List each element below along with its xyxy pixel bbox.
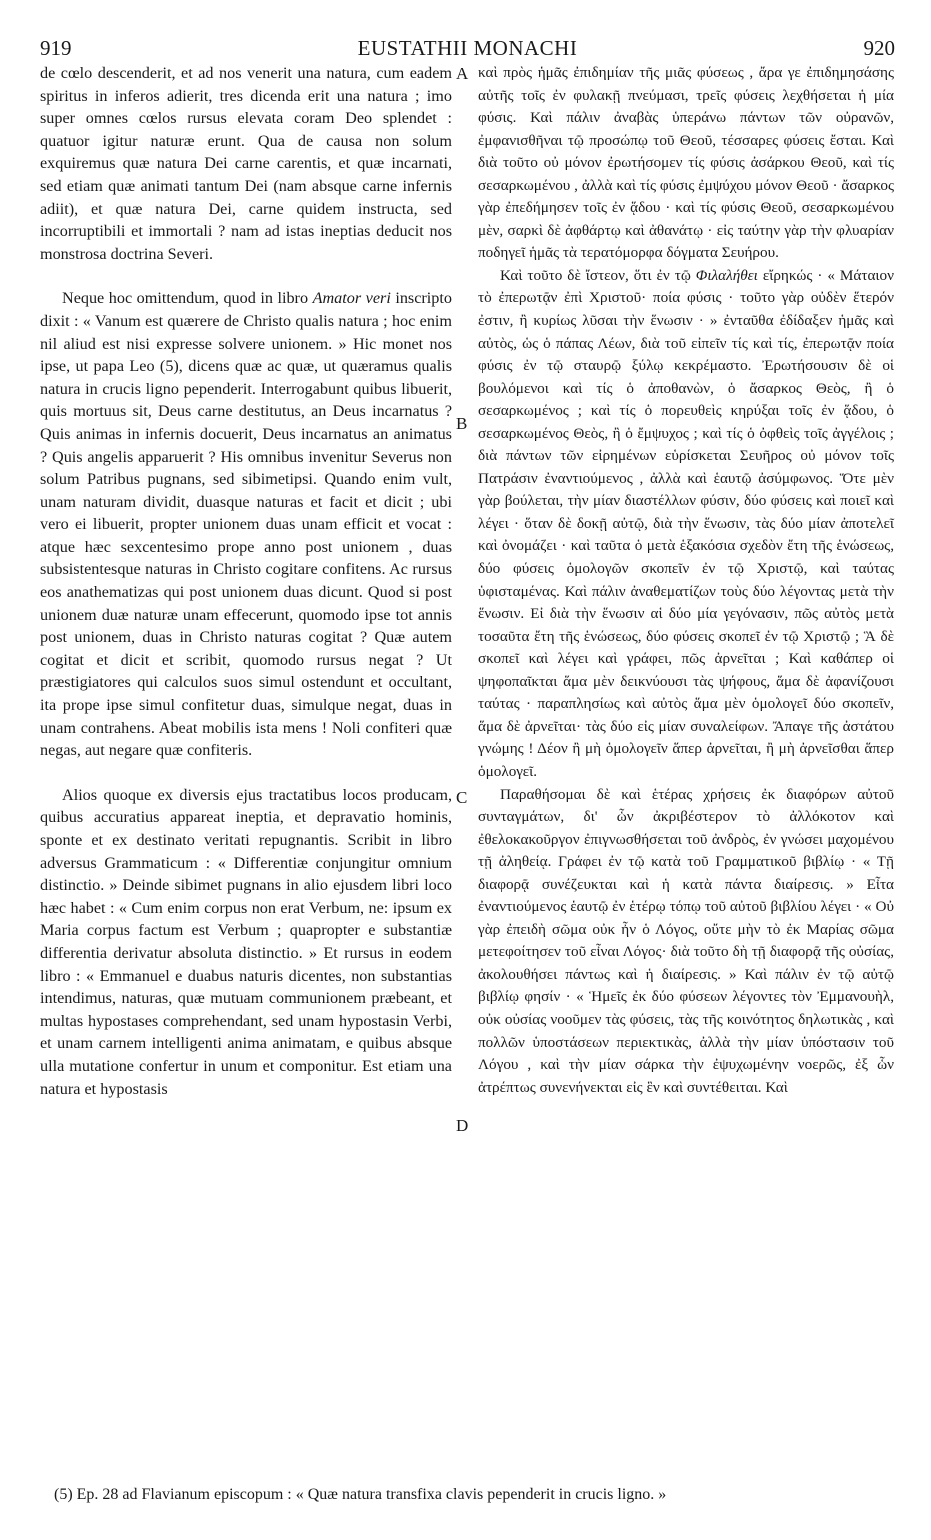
margin-marker-d: D — [456, 1116, 469, 1135]
latin-paragraph-3: Alios quoque ex diversis ejus tractatibus locos producam, quibus accuratius appareat ineptia, et depravatio hominis, sponte et ex destinato veritati repugnantis. Scribit in libro adversus Grammaticum : « Differentiæ conjungitur omnium distinctio. » Deinde sibimet pugnans in alio ejusdem libri loco hæc habet : « Cum enim corpus non erat Verbum, ne: ipsum ex Maria corpus factum est Verbum ; quapropter e substantiæ differentia derivatur absoluta distinctio. » Et rursus in eodem libro : « Emmanuel e duabus naturis dicentes, non substantias intendimus, naturas, quæ mutuam communionem præbeant, et multas hypostases comprehendant, sed unam hypostasin Verbi, et unam carnem intelligenti anima animatam, e quibus absque ulla mutatione confertur in unum et componitur. Est etiam una natura et hypostasis — [40, 785, 452, 1098]
greek-book-title: Φιλαλήθει — [695, 266, 758, 284]
margin-marker-b: B — [456, 414, 468, 433]
latin-book-title: Amator veri — [312, 289, 391, 308]
footnote: (5) Ep. 28 ad Flavianum episcopum : « Quæ natura transfixa clavis pependerit in crucis ligno. » — [54, 1486, 667, 1503]
latin-paragraph-2-text-b: inscripto dixit : « Vanum est quærere de Christo qualis natura ; hoc enim nil aliud est nisi expresse solvere unionem. » Hic monet nos ipse, ut papa Leo (5), dicens quæ ac quæ, ut quæramus qualis natura in crucis ligno pependerit. Interrogabunt quibus libuerit, quis mortuus sit, Deus carne destitutus, an Deus incarnatus ? Quis animas in infernis docuerit, Deus incarnatus an animatus ? Quis angelis apparuerit ? His omnibus invenitur Severus non solum Patribus pugnans, sed sibimetipsi. Quando enim vult, unam naturam dividit, duasque naturas et facit et dicit ; ubi vero ei libuerit, propter unionem duas unam efficit et vocat : atque hæc sexcentesimo prope anno post unionem , duas subsistentesque naturas in Christo cogitare confitens. Ac rursus eos anathematizas qui post unionem duas dicunt. Quod si post unionem duæ naturæ unam effecerunt, quomodo ipse tot annis post unionem, duas in Christo naturas cogitat ? Quæ autem cogitat et dicit et scribit, quomodo rursus negat ? Ut præstigiatores qui calculos suos simul ostendunt et occultant, ita prope ipse simul confitetur duas, simulque negat, duas in unam contrahens. Abeat mobilis ista mens ! Noli confiteri quæ negas, aut negare quæ confiteris. — [40, 289, 452, 760]
greek-paragraph-1: καὶ πρὸς ἡμᾶς ἐπιδημίαν τῆς μιᾶς φύσεως , ἄρα γε ἐπιδημησάσης αὐτῆς τοῖς ἐν φυλακῇ πνεύμασι, τρεῖς φύσεις λεχθήσεται ἡ μία φύσις. Καὶ πάλιν ἀναβὰς ὑπεράνω πάντων τῶν οὐρανῶν, ἐμφανισθῆναι τῷ προσώπῳ τοῦ Θεοῦ, τέσσαρες φύσεις ἔσται. Καὶ διὰ τοῦτο οὐ μόνον ἐρωτήσομεν τίς φύσις ἀσάρκου Θεοῦ, καὶ τίς σεσαρκωμένου , ἀλλὰ καὶ τίς φύσις ἐμψύχου μόνον Θεοῦ · ἄσαρκος γὰρ ἐπεδήμησεν τοῖς ἐν ᾅδου · καὶ τίς φύσις Θεοῦ, σεσαρκωμένου μὲν, σαρκὶ δὲ ἀφθάρτῳ καὶ ἀθανάτῳ · εἰς ταύτην γὰρ τὴν φλυαρίαν ποδηγεῖ ἡμᾶς τὰ τερατόμορφα δόγματα Σευήρου. — [478, 64, 894, 262]
latin-paragraph-2 — [40, 287, 452, 761]
margin-marker-a: A — [456, 64, 469, 83]
greek-column — [478, 62, 894, 1099]
greek-paragraph-2-text-b: εἴρηκώς · « Μάταιον τὸ ἐπερωτᾷν ἐπὶ Χριστοῦ· ποία φύσις · τοῦτο γὰρ οὐδὲν ἕτερόν ἐστιν, ἢ κυρίως λῦσαι τὴν ἕνωσιν · » ἐνταῦθα ἐδίδαξεν ἡμᾶς καὶ αὐτὸς, ὡς ὁ πάπας Λέων, διὰ τοῦ εἰπεῖν τίς καὶ τίς, ἐπερωτᾷν ποία φύσις ἐν τῷ σταυρῷ ξύλῳ κεκρέμαστο. Ἐρωτήσουσιν δὲ οἱ βουλόμενοι καὶ τίς ὁ ἀποθανὼν, ὁ ἄσαρκος Θεὸς, ἢ ὁ σεσαρκωμένος ; καὶ τίς ὁ πορευθεὶς κηρύξαι τοῖς ἐν ᾅδου, ὁ σεσαρκωμένος Θεὸς, ἢ ὁ ἔμψυχος ; καὶ τίς ὁ ὀφθεὶς τοῖς ἀγγέλοις ; διὰ πάντων τῶν εἰρημένων εὑρίσκεται Σευῆρος οὐ μόνον τοῖς Πατράσιν ἐναντιούμενος , ἀλλὰ καὶ ἑαυτῷ ἀσύμφωνος. Ὅτε μὲν γὰρ βούλεται, τὴν μίαν διαστέλλων φύσιν, δύο φύσεις καὶ ποιεῖ καὶ λέγει · ὅταν δὲ δοκῇ αὐτῷ, διὰ τὴν ἕνωσιν, τὰς δύο μίαν ἀποτελεῖ καὶ ὀνομάζει · καὶ ταῦτα ὁ μετὰ ἑξακόσια σχεδὸν ἔτη τῆς ἑνώσεως, δύο φύσεις ὁμολογῶν σκοπεῖν ἐν τῷ Χριστῷ, καὶ ταύτας ὑφισταμένας. Καὶ πάλιν ἀναθεματίζων τοὺς δύο λέγοντας μετὰ τὴν ἕνωσιν. Εἰ διὰ τὴν ἕνωσιν αἱ δύο μία γεγόνασιν, πῶς αὐτὸς μετὰ τοσαῦτα ἔτη τῆς ἑνώσεως, δύο φύσεις σκοπεῖ ἐν τῷ Χριστῷ ; Ἃ δὲ σκοπεῖ καὶ λέγει καὶ γράφει, πῶς ἀρνεῖται ; Καὶ καθάπερ οἱ ψηφοπαῖκται ἅμα μὲν δεικνύουσι τὰς ψήφους, ἅμα δὲ ἀφανίζουσι ταύτας · παραπλησίως καὶ αὐτὸς ἅμα μὲν ὁμολογεῖ δύο σκοπεῖν, ἅμα δὲ ἀρνεῖται· τὰς δύο εἰς μίαν συναλείφων. Ἄπαγε τῆς ἀστάτου γνώμης ! Δέον ἢ μὴ ὁμολογεῖν ἅπερ ἀρνεῖται, ἢ μὴ ἀρνεῖσθαι ἅπερ ὁμολογεῖ. — [478, 266, 894, 780]
latin-paragraph-1: de cœlo descenderit, et ad nos venerit una natura, cum eadem spiritus in inferos adierit, tres dicenda erit una natura ; imo super omnes cœlos rursus elevata coram Deo splendet : quatuor igitur naturæ erunt. Qua de causa non solum exquiremus quæ natura Dei carne carentis, et quæ incarnati, sed etiam quæ animati tantum Dei (nam absque carne infernis adiit), et quæ natura Dei, carne quidem instructa, sed incorruptibili et immortali ? nam ad istas ineptias deducit nos monstrosa doctrina Severi. — [40, 64, 452, 263]
page-number-left: 919 — [40, 36, 72, 60]
running-title: EUSTATHII MONACHI — [357, 36, 578, 60]
greek-paragraph-3: Παραθήσομαι δὲ καὶ ἑτέρας χρήσεις ἐκ διαφόρων αὐτοῦ συνταγμάτων, δι' ὧν ἀκριβέστερον τὸ ἀλλόκοτον καὶ ἐθελοκακοῦργον ἐπιγνωσθήσεται τοῦ ἀνδρὸς, ἐν γνώσει μαχομένου τῇ ἀληθείᾳ. Γράφει ἐν τῷ κατὰ τοῦ Γραμματικοῦ βιβλίῳ · « Τῇ διαφορᾷ συνέζευκται καὶ ἡ κατὰ πάντα διαίρεσις. » Εἶτα ἐναντιούμενος ἑαυτῷ ἐν ἑτέρῳ τόπῳ τοῦ αὐτοῦ βιβλίου λέγει · « Οὐ γὰρ ἐπειδὴ σῶμα οὐκ ἦν ὁ Λόγος, οὔτε μὴν τὸ ἐκ Μαρίας σῶμα μετεφοίτησεν τοῦ εἶναι Λόγος· διὰ τοῦτο δὴ τῇ διαφορᾷ τῆς οὐσίας, ἀκολουθήσει πάντως καὶ ἡ διαίρεσις. » Καὶ πάλιν ἐν τῷ αὐτῷ βιβλίῳ φησίν · « Ἡμεῖς ἐκ δύο φύσεων λέγοντες τὸν Ἐμμανουὴλ, οὐκ οὐσίας νοοῦμεν τὰς φύσεις, τὰς τῆς κοινότητος δηλωτικὰς , καὶ πολλῶν ὑποστάσεων περιεκτικὰς, ἀλλὰ τὴν μίαν ὑπόστασιν τοῦ Λόγου , καὶ τὴν μίαν σάρκα τὴν ἐψυχωμένην νοερῶς, ἐξ ὧν ἀτρέπτως συνενήνεκται εἰς ἓν καὶ συντέθειται. Καὶ — [478, 785, 894, 1096]
greek-paragraph-2 — [478, 265, 894, 784]
latin-paragraph-2-text-a: Neque hoc omittendum, quod in libro — [62, 289, 313, 308]
latin-column — [40, 62, 452, 1100]
greek-paragraph-2-text-a: Καὶ τοῦτο δὲ ἴστεον, ὅτι ἐν τῷ — [500, 266, 696, 284]
page-number-right: 920 — [863, 36, 895, 60]
margin-marker-c: C — [456, 788, 468, 807]
